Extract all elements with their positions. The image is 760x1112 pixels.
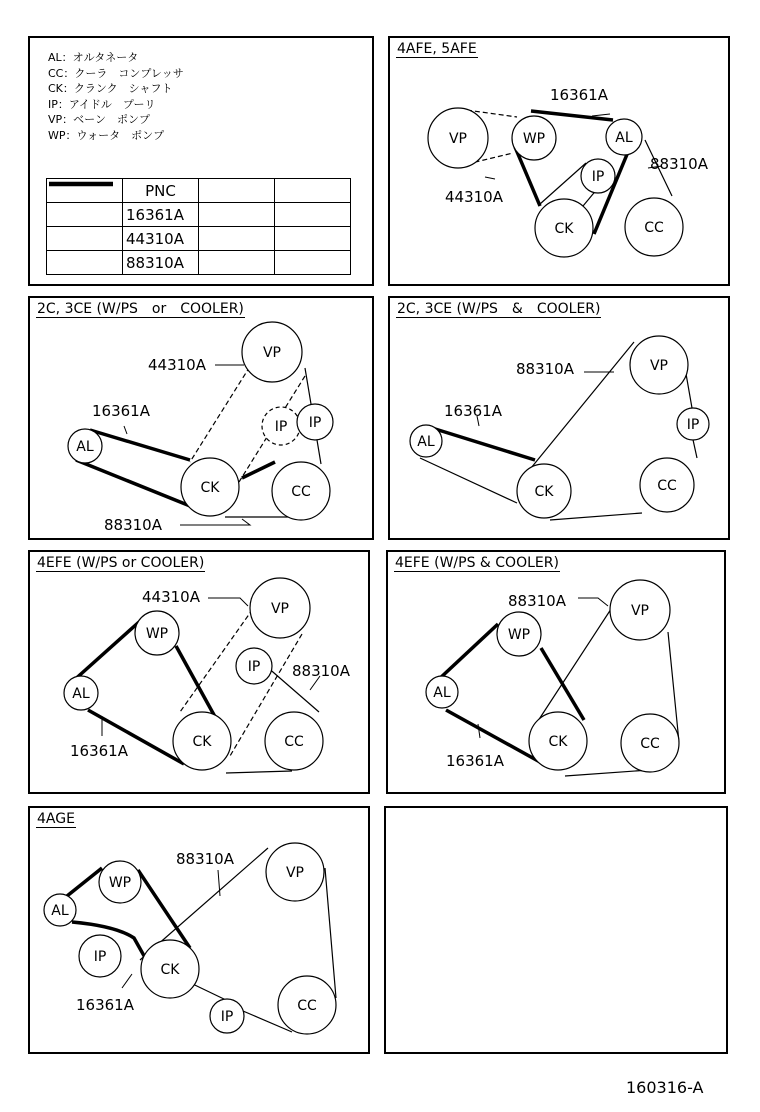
- part-16361a: 16361A: [550, 86, 608, 104]
- part-44310a: 44310A: [142, 588, 200, 606]
- pnc-table: [46, 178, 351, 275]
- figure-number: 160316-A: [626, 1078, 704, 1097]
- panel-4afe-5afe: [388, 36, 730, 286]
- part-88310a: 88310A: [508, 592, 566, 610]
- abbreviation-list: [48, 50, 184, 143]
- pulley-vp: VP: [448, 131, 468, 147]
- pulley-ck: CK: [192, 734, 212, 750]
- pnc-value: 44310A: [123, 227, 199, 251]
- pulley-vp: VP: [262, 345, 282, 361]
- panel-4efe-ps-and-cooler: [386, 550, 726, 794]
- panel-title: 2C, 3CE (W/PS or COOLER): [37, 301, 244, 317]
- pnc-header: PNC: [123, 179, 199, 203]
- pulley-cc: CC: [640, 736, 660, 752]
- pulley-ip: IP: [93, 949, 107, 965]
- belt-diagram-e: [388, 552, 728, 796]
- pulley-vp: VP: [285, 865, 305, 881]
- abbr-ip: IP：アイドル プーリ: [48, 97, 156, 111]
- belt-diagram-b: [30, 298, 376, 542]
- belt-diagram-d: [30, 552, 372, 796]
- panel-title: 4EFE (W/PS & COOLER): [395, 555, 559, 571]
- pulley-ip: IP: [247, 659, 261, 675]
- part-16361a: 16361A: [70, 742, 128, 760]
- pulley-vp: VP: [270, 601, 290, 617]
- part-44310a: 44310A: [445, 188, 503, 206]
- pulley-ip: IP: [220, 1009, 234, 1025]
- pulley-wp: WP: [522, 131, 546, 147]
- part-16361a: 16361A: [92, 402, 150, 420]
- panel-4efe-ps-or-cooler: [28, 550, 370, 794]
- belt-diagram-a: [390, 38, 732, 288]
- pulley-cc: CC: [657, 478, 677, 494]
- belt-diagram-c: [390, 298, 732, 542]
- part-88310a: 88310A: [516, 360, 574, 378]
- empty-panel: [384, 806, 728, 1054]
- pulley-vp: VP: [630, 603, 650, 619]
- pulley-al: AL: [72, 686, 90, 702]
- abbr-cc: CC：クーラ コンプレッサ: [48, 66, 184, 80]
- pnc-row-thick: [47, 203, 351, 227]
- pnc-value: 88310A: [123, 251, 199, 275]
- part-88310a: 88310A: [292, 662, 350, 680]
- pulley-ck: CK: [200, 480, 220, 496]
- panel-title: 4AGE: [37, 811, 75, 827]
- panel-title: 4AFE, 5AFE: [397, 41, 477, 57]
- panel-title: 4EFE (W/PS or COOLER): [37, 555, 205, 571]
- pulley-ck: CK: [548, 734, 568, 750]
- pulley-ck: CK: [160, 962, 180, 978]
- pulley-wp: WP: [507, 627, 531, 643]
- pulley-ck: CK: [534, 484, 554, 500]
- pulley-wp: WP: [108, 875, 132, 891]
- legend-panel: [28, 36, 374, 286]
- part-88310a: 88310A: [176, 850, 234, 868]
- pulley-al: AL: [51, 903, 69, 919]
- pulley-al: AL: [76, 439, 94, 455]
- pnc-row-thin: [47, 251, 351, 275]
- abbr-wp: WP：ウォータ ポンプ: [48, 128, 165, 142]
- part-16361a: 16361A: [76, 996, 134, 1014]
- pulley-cc: CC: [644, 220, 664, 236]
- pnc-row-dashed: [47, 227, 351, 251]
- abbr-ck: CK：クランク シャフト: [48, 82, 173, 95]
- part-44310a: 44310A: [148, 356, 206, 374]
- part-16361a: 16361A: [446, 752, 504, 770]
- pulley-cc: CC: [291, 484, 311, 500]
- abbr-al: AL：オルタネータ: [48, 51, 139, 64]
- panel-2c-3ce-ps-or-cooler: [28, 296, 374, 540]
- panel-2c-3ce-ps-and-cooler: [388, 296, 730, 540]
- pulley-al: AL: [433, 685, 451, 701]
- abbr-vp: VP：ベーン ポンプ: [48, 113, 150, 126]
- pnc-value: 16361A: [123, 203, 199, 227]
- thin-line-swatch: [47, 179, 115, 189]
- pulley-ip: IP: [308, 415, 322, 431]
- pulley-cc: CC: [297, 998, 317, 1014]
- pulley-al: AL: [417, 434, 435, 450]
- pulley-ip: IP: [274, 419, 288, 435]
- panel-title: 2C, 3CE (W/PS & COOLER): [397, 301, 601, 317]
- part-16361a: 16361A: [444, 402, 502, 420]
- pulley-wp: WP: [145, 626, 169, 642]
- belt-diagram-f: [30, 808, 372, 1056]
- pulley-al: AL: [615, 130, 633, 146]
- pulley-ip: IP: [686, 417, 700, 433]
- pulley-cc: CC: [284, 734, 304, 750]
- part-88310a: 88310A: [104, 516, 162, 534]
- panel-4age: [28, 806, 370, 1054]
- part-88310a: 88310A: [650, 155, 708, 173]
- pulley-ip: IP: [591, 169, 605, 185]
- pulley-ck: CK: [554, 221, 574, 237]
- pulley-vp: VP: [649, 358, 669, 374]
